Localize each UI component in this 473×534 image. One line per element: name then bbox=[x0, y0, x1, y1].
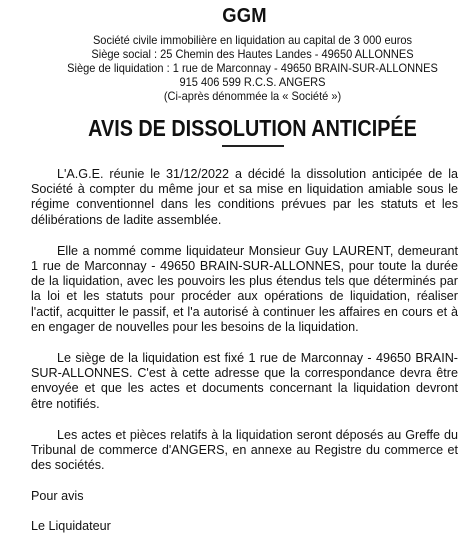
notice-body bbox=[31, 167, 458, 473]
notice-title: AVIS DE DISSOLUTION ANTICIPÉE bbox=[88, 115, 417, 141]
signature: Le Liquidateur bbox=[31, 518, 111, 533]
company-details bbox=[47, 33, 458, 103]
registered-office: Siège social : 25 Chemin des Hautes Landes - 49650 ALLONNES bbox=[91, 47, 414, 61]
paragraph-filing: Les actes et pièces relatifs à la liquidation seront déposés au Greffe du Tribunal de commerce d'ANGERS, en annexe au Registre du commerce et des sociétés. bbox=[31, 427, 458, 473]
paragraph-liquidation-seat: Le siège de la liquidation est fixé 1 rue de Marconnay - 49650 BRAIN-SUR-ALLONNES. C'est à cette adresse que la correspondance devra être envoyée et que les actes et documents concernant la liquidation devront être notifiés. bbox=[31, 351, 458, 411]
company-alias: (Ci-après dénommée la « Société ») bbox=[163, 89, 342, 103]
paragraph-dissolution: L'A.G.E. réunie le 31/12/2022 a décidé la dissolution anticipée de la Société à compter du même jour et sa mise en liquidation amiable sous le régime conventionnel dans les conditions prévues par les statuts et les délibérations de ladite assemblée. bbox=[31, 167, 458, 227]
paragraph-liquidator: Elle a nommé comme liquidateur Monsieur Guy LAURENT, demeurant 1 rue de Marconnay - 49650 BRAIN-SUR-ALLONNES, pour toute la durée de la liquidation, avec les pouvoirs les plus étendus tels que déterminés par la loi et les statuts pour procéder aux opérations de liquidation, réaliser l'actif, acquitter le passif, et l'a autorisé à continuer les affaires en cours et à en engager de nouvelles pour les besoins de la liquidation. bbox=[31, 243, 458, 334]
company-legal-form: Société civile immobilière en liquidation au capital de 3 000 euros bbox=[92, 33, 413, 47]
title-divider bbox=[222, 145, 284, 147]
company-name: GGM bbox=[222, 5, 267, 27]
notice-closing bbox=[31, 489, 458, 533]
registration-number: 915 406 599 R.C.S. ANGERS bbox=[179, 75, 326, 89]
liquidation-office: Siège de liquidation : 1 rue de Marconnay - 49650 BRAIN-SUR-ALLONNES bbox=[67, 61, 438, 75]
closing-text: Pour avis bbox=[31, 489, 84, 504]
